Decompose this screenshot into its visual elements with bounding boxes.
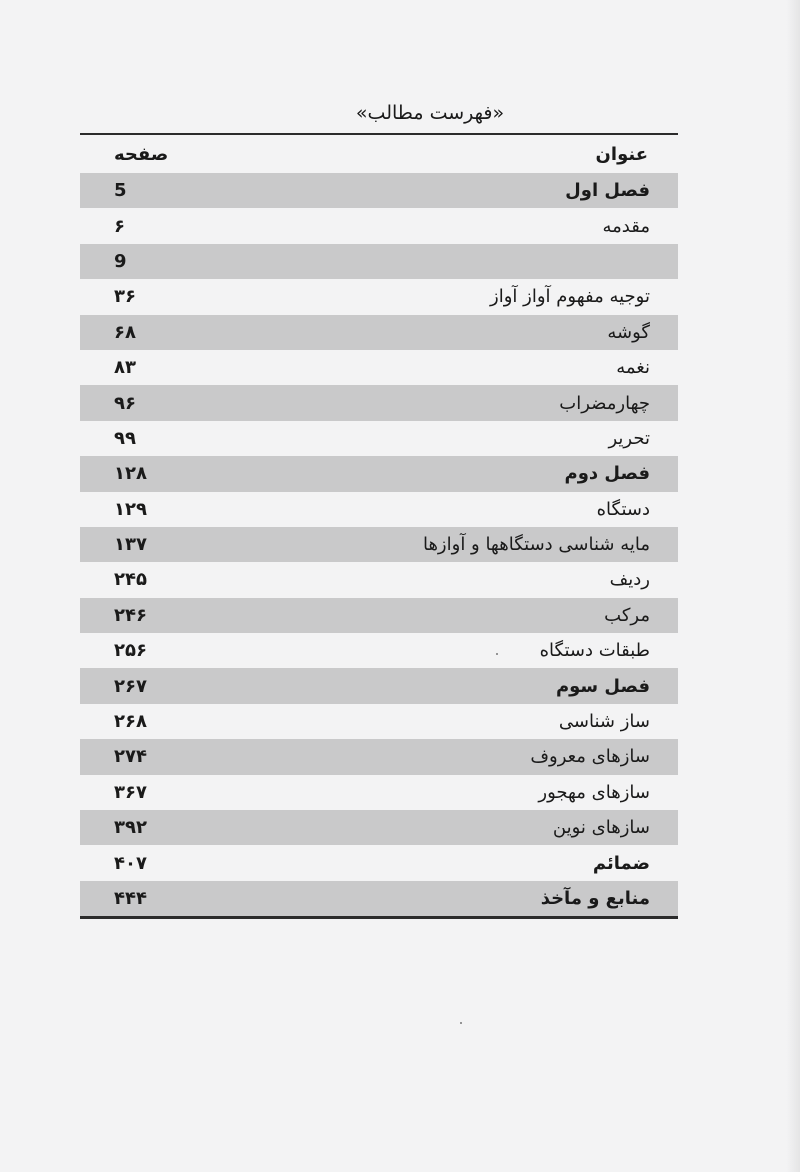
toc-entry-page: ۲۵۶	[114, 640, 147, 662]
toc-entry-title: دستگاه	[596, 498, 650, 520]
toc-row	[80, 244, 678, 279]
toc-entry-title: نغمه	[616, 357, 650, 379]
toc-entry-page: ۲۴۶	[114, 604, 147, 626]
toc-entry-title: سازهای نوین	[552, 817, 650, 839]
toc-row	[80, 668, 678, 703]
toc-entry-title: سازهای معروف	[530, 746, 650, 768]
toc-entry-page: 9	[114, 250, 127, 272]
toc-entry-page: ۱۲۸	[114, 463, 147, 485]
toc-entry-page: ۲۷۴	[114, 746, 147, 768]
toc-entry-page: ۲۶۸	[114, 711, 147, 733]
toc-entry-page: ۳۶	[114, 286, 136, 308]
toc-entry-title: توجیه مفهوم آواز آواز	[490, 286, 650, 308]
toc-row	[80, 173, 678, 208]
toc-entry-title: مرکب	[604, 604, 650, 626]
toc-entry-title: طبقات دستگاه	[539, 640, 650, 662]
toc-entry-title: گوشه	[607, 321, 650, 343]
toc-row	[80, 739, 678, 774]
toc-entry-page: ۹۶	[114, 392, 136, 414]
toc-entry-page: ۴۴۴	[114, 888, 147, 909]
toc-entry-title: فصل اول	[565, 180, 650, 202]
toc-row	[80, 527, 678, 562]
toc-entry-page: ۳۶۷	[114, 781, 147, 803]
toc-row	[80, 633, 678, 668]
toc-row	[80, 598, 678, 633]
toc-entry-title: فصل دوم	[564, 463, 650, 485]
toc-entry-page: ۸۳	[114, 357, 136, 379]
toc-entry-title: منابع و مآخذ	[540, 888, 650, 909]
toc-entry-page: ۹۹	[114, 427, 136, 449]
toc-entry-page: ۳۹۲	[114, 817, 147, 839]
toc-row	[80, 775, 678, 810]
page-edge-shadow	[786, 0, 800, 1172]
paper-speck	[496, 653, 498, 655]
toc-row	[80, 315, 678, 350]
toc-row	[80, 845, 678, 880]
table-of-contents	[80, 133, 678, 919]
toc-row	[80, 421, 678, 456]
toc-row	[80, 704, 678, 739]
toc-row	[80, 456, 678, 491]
toc-row	[80, 279, 678, 314]
toc-row	[80, 562, 678, 597]
header-title-label: عنوان	[595, 143, 648, 165]
toc-entry-title: ردیف	[609, 569, 650, 591]
toc-entry-page: ۱۳۷	[114, 534, 147, 556]
toc-entry-title: تحریر	[608, 427, 650, 449]
toc-row	[80, 810, 678, 845]
toc-entry-page: ۱۲۹	[114, 498, 147, 520]
header-page-label: صفحه	[114, 143, 169, 165]
toc-row	[80, 208, 678, 243]
toc-title: «فهرست مطالب»	[355, 102, 505, 124]
toc-row	[80, 492, 678, 527]
toc-entry-title: مایه شناسی دستگاهها و آوازها	[422, 534, 650, 556]
toc-row	[80, 881, 678, 916]
paper-speck	[460, 1022, 462, 1024]
toc-header-row	[80, 135, 678, 173]
toc-entry-title: ساز شناسی	[558, 711, 650, 733]
toc-entry-title: ضمائم	[592, 852, 650, 874]
toc-entry-page: ۲۶۷	[114, 675, 147, 697]
toc-entry-page: ۶۸	[114, 321, 136, 343]
toc-entry-page: 5	[114, 180, 127, 202]
toc-entry-page: ۶	[114, 215, 125, 237]
toc-entry-title: چهارمضراب	[559, 392, 650, 414]
toc-rows	[80, 173, 678, 919]
toc-entry-page: ۴۰۷	[114, 852, 147, 874]
toc-entry-page: ۲۴۵	[114, 569, 147, 591]
toc-entry-title: سازهای مهجور	[538, 781, 650, 803]
toc-row	[80, 350, 678, 385]
toc-row	[80, 385, 678, 420]
toc-entry-title: مقدمه	[602, 215, 650, 237]
toc-entry-title: فصل سوم	[555, 675, 650, 697]
